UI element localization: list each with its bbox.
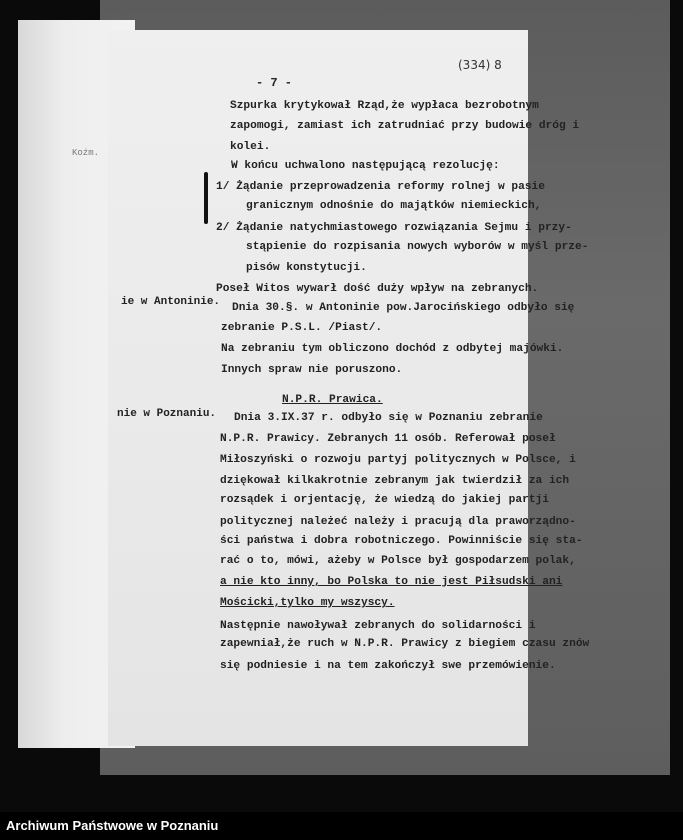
body-line: granicznym odnośnie do majątków niemieckich,	[246, 200, 542, 212]
body-line: W końcu uchwalono następującą rezolucję:	[231, 160, 500, 172]
body-line: stąpienie do rozpisania nowych wyborów w myśl prze-	[246, 241, 589, 253]
margin-bracket-mark	[204, 172, 208, 224]
body-line: Dnia 30.§. w Antoninie pow.Jarocińskiego odbyło się	[232, 302, 575, 314]
margin-note-antoninie: ie w Antoninie.	[121, 296, 221, 308]
archive-number: (334) 8	[458, 58, 502, 72]
body-line: Na zebraniu tym obliczono dochód z odbytej majówki.	[221, 343, 564, 355]
body-line: politycznej należeć należy i pracują dla praworządno-	[220, 516, 576, 528]
body-line: kolei.	[230, 141, 271, 153]
body-line: rać o to, mówi, ażeby w Polsce był gospodarzem polak,	[220, 555, 576, 567]
body-line: zapewniał,że ruch w N.P.R. Prawicy z biegiem czasu znów	[220, 638, 590, 650]
body-line: Innych spraw nie poruszono.	[221, 364, 403, 376]
body-line: Miłoszyński o rozwoju partyj politycznych w Polsce, i	[220, 454, 576, 466]
body-line: 1/ Żądanie przeprowadzenia reformy rolnej w pasie	[216, 181, 545, 193]
body-line: Poseł Witos wywarł dość duży wpływ na zebranych.	[216, 283, 539, 295]
section-heading: N.P.R. Prawica.	[282, 394, 383, 406]
page-number: - 7 -	[256, 76, 293, 90]
body-line: się podniesie i na tem zakończył swe przemówienie.	[220, 660, 556, 672]
body-line: ści państwa i dobra robotniczego. Powinniście się sta-	[220, 535, 583, 547]
body-line: a nie kto inny, bo Polska to nie jest Piłsudski ani	[220, 576, 563, 588]
body-line: 2/ Żądanie natychmiastowego rozwiązania Sejmu i przy-	[216, 222, 572, 234]
margin-note-poznaniu: nie w Poznaniu.	[117, 408, 217, 420]
body-line: Szpurka krytykował Rząd,że wypłaca bezrobotnym	[230, 100, 539, 112]
left-margin-fragment: Koźm.	[72, 148, 100, 158]
footer-bar	[0, 812, 683, 840]
body-line: zebranie P.S.L. /Piast/.	[221, 322, 383, 334]
body-line: Dnia 3.IX.37 r. odbyło się w Poznaniu zebranie	[234, 412, 543, 424]
archive-footer-label: Archiwum Państwowe w Poznaniu	[6, 818, 219, 833]
body-line: dziękował kilkakrotnie zebranym jak twierdził za ich	[220, 475, 570, 487]
body-line: Następnie nawoływał zebranych do solidarności i	[220, 620, 536, 632]
body-line: Mościcki,tylko my wszyscy.	[220, 597, 395, 609]
body-line: zapomogi, zamiast ich zatrudniać przy budowie dróg i	[230, 120, 580, 132]
body-line: N.P.R. Prawicy. Zebranych 11 osób. Referował poseł	[220, 433, 556, 445]
body-line: rozsądek i orjentację, że wiedzą do jakiej partji	[220, 494, 549, 506]
body-line: pisów konstytucji.	[246, 262, 367, 274]
